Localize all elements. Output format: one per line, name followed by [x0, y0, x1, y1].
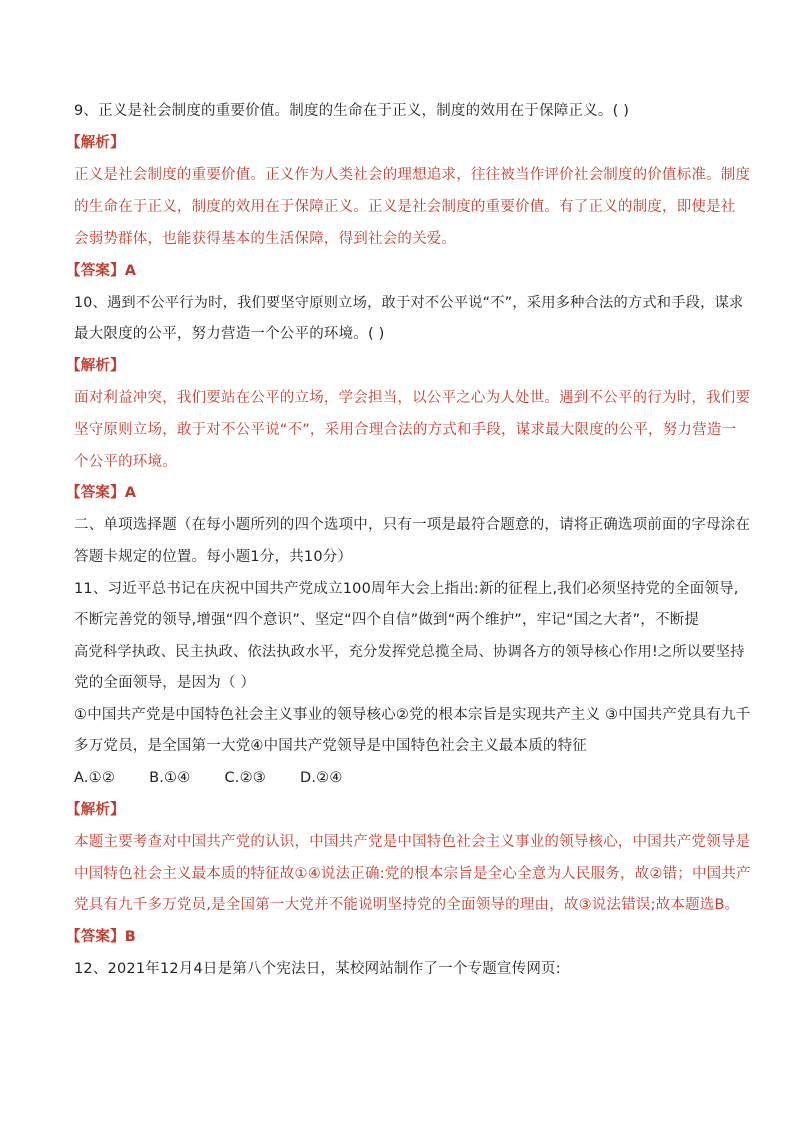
- question-11-line-3: 高党科学执政、民主执政、依法执政水平，充分发挥党总揽全局、协调各方的领导核心作用!之所以要坚持: [74, 644, 745, 660]
- section-2-heading-line-1: 二、单项选择题（在每小题所列的四个选项中，只有一项是最符合题意的，请将正确选项前面的字母涂在: [74, 517, 751, 533]
- analysis-label-11: 【解析】: [66, 802, 125, 818]
- question-10-line-2: 最大限度的公平，努力营造一个公平的环境。( ): [74, 326, 385, 342]
- option-c: C.②③: [224, 770, 266, 786]
- answer-9: 【答案】A: [66, 263, 137, 279]
- statements-11-line-2: 多万党员，是全国第一大党④中国共产党领导是中国特色社会主义最本质的特征: [74, 738, 587, 754]
- analysis-9-line-2: 的生命在于正义，制度的效用在于保障正义。正义是社会制度的重要价值。有了正义的制度，即使是社: [74, 199, 736, 215]
- answer-10: 【答案】A: [66, 485, 137, 501]
- option-b: B.①④: [149, 770, 191, 786]
- section-2-heading-line-2: 答题卡规定的位置。每小题1分，共10分）: [74, 549, 353, 565]
- analysis-10-line-3: 个公平的环境。: [74, 454, 177, 470]
- question-11-line-2: 不断完善党的领导,增强“四个意识”、坚定“四个自信”做到“两个维护”，牢记“国之大者”，不断提: [74, 612, 700, 628]
- option-d: D.②④: [299, 770, 343, 786]
- analysis-label-9: 【解析】: [66, 135, 125, 151]
- option-a: A.①②: [74, 770, 116, 786]
- statements-11-line-1: ①中国共产党是中国特色社会主义事业的领导核心②党的根本宗旨是实现共产主义 ③中国共产党具有九千: [74, 707, 751, 723]
- analysis-11-line-3: 党具有九千多万党员,是全国第一大党并不能说明坚持党的全面领导的理由，故③说法错误;故本题选B。: [74, 897, 740, 913]
- analysis-9-line-1: 正义是社会制度的重要价值。正义作为人类社会的理想追求，往往被当作评价社会制度的价值标准。制度: [74, 167, 751, 183]
- question-9: 9、正义是社会制度的重要价值。制度的生命在于正义，制度的效用在于保障正义。( ): [74, 103, 630, 119]
- question-11-line-1: 11、习近平总书记在庆祝中国共产党成立100周年大会上指出:新的征程上,我们必须坚持党的全面领导,: [74, 581, 739, 597]
- analysis-10-line-2: 坚守原则立场，敢于对不公平说“不”，采用合理合法的方式和手段，谋求最大限度的公平，努力营造一: [74, 422, 737, 438]
- analysis-label-10: 【解析】: [66, 358, 125, 374]
- answer-11: 【答案】B: [66, 929, 137, 945]
- analysis-11-line-1: 本题主要考查对中国共产党的认识，中国共产党是中国特色社会主义事业的领导核心，中国共产党领导是: [74, 834, 751, 850]
- analysis-11-line-2: 中国特色社会主义最本质的特征故①④说法正确:党的根本宗旨是全心全意为人民服务，故②错；中国共产: [74, 866, 751, 882]
- question-11-line-4: 党的全面领导，是因为（ ）: [74, 675, 256, 691]
- question-10-line-1: 10、遇到不公平行为时，我们要坚守原则立场，敢于对不公平说“不”，采用多种合法的方式和手段，谋求: [74, 295, 744, 311]
- analysis-10-line-1: 面对利益冲突，我们要站在公平的立场，学会担当，以公平之心为人处世。遇到不公平的行为时，我们要: [74, 390, 751, 406]
- analysis-9-line-3: 会弱势群体，也能获得基本的生活保障，得到社会的关爱。: [74, 231, 457, 247]
- options-11: [74, 768, 343, 788]
- question-12: 12、2021年12月4日是第八个宪法日，某校网站制作了一个专题宣传网页:: [74, 961, 561, 977]
